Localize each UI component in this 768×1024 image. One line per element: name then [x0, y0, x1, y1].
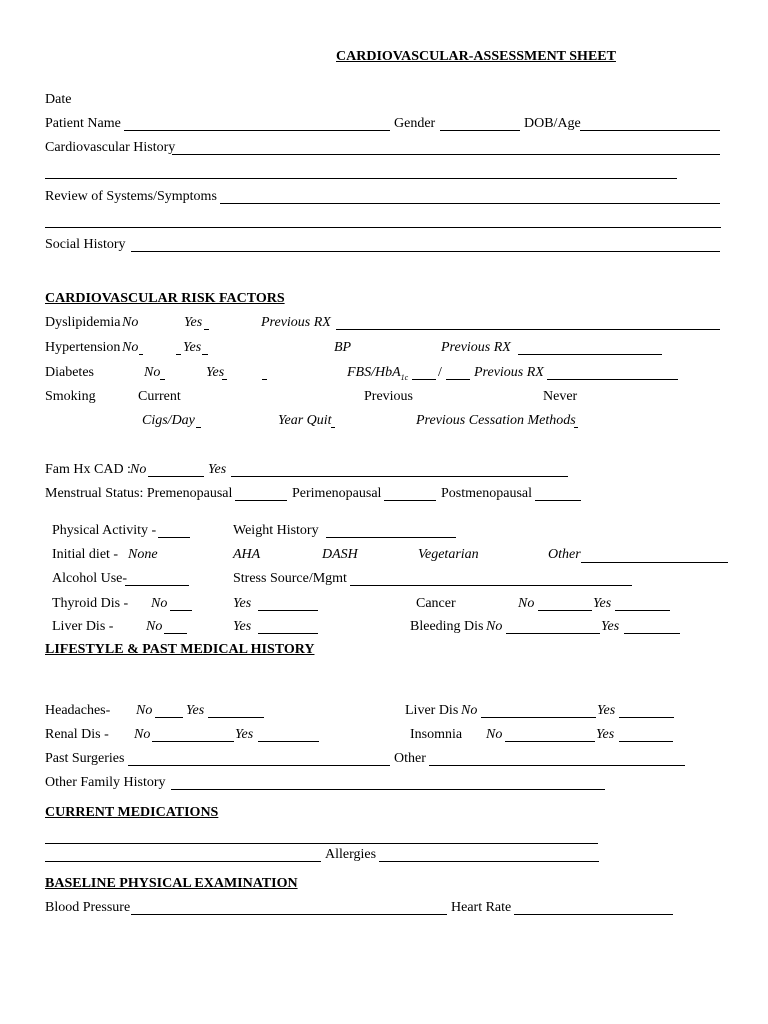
liver-yes[interactable]: Yes [233, 619, 252, 634]
patient-name-label: Patient Name [45, 116, 121, 131]
cv-history-label: Cardiovascular History [45, 140, 176, 155]
cancer-yes[interactable]: Yes [593, 596, 612, 611]
perimeno-label: Perimenopausal [292, 486, 382, 501]
cancer-yes-field[interactable] [615, 610, 670, 611]
other-family-field[interactable] [171, 789, 605, 790]
diabetes-no-blank[interactable] [160, 379, 165, 380]
hypertension-yes[interactable]: Yes [183, 340, 202, 355]
perimeno-field[interactable] [384, 500, 436, 501]
dyslipidemia-prev-rx: Previous RX [261, 315, 331, 330]
medications-field-2[interactable] [45, 861, 321, 862]
smoking-current[interactable]: Current [138, 389, 181, 404]
patient-name-field[interactable] [124, 130, 390, 131]
bleeding-yes[interactable]: Yes [601, 619, 620, 634]
stress-label: Stress Source/Mgmt [233, 571, 347, 586]
cancer-no[interactable]: No [518, 596, 535, 611]
diet-aha[interactable]: AHA [233, 547, 261, 562]
weight-history-field[interactable] [326, 537, 456, 538]
weight-history-label: Weight History [233, 523, 319, 538]
physical-activity-field[interactable] [158, 537, 190, 538]
blood-pressure-field[interactable] [131, 914, 447, 915]
dyslipidemia-prev-rx-field[interactable] [336, 329, 720, 330]
hypertension-prev-rx: Previous RX [441, 340, 511, 355]
famhx-no[interactable]: No [130, 462, 147, 477]
cancer-label: Cancer [416, 596, 456, 611]
cv-history-field[interactable] [172, 154, 720, 155]
year-quit-field[interactable] [331, 427, 335, 428]
dyslipidemia-yes[interactable]: Yes [184, 315, 203, 330]
premeno-field[interactable] [235, 500, 287, 501]
heart-rate-label: Heart Rate [451, 900, 512, 915]
dyslipidemia-yes-blank[interactable] [204, 329, 209, 330]
heart-rate-field[interactable] [514, 914, 673, 915]
gender-label: Gender [394, 116, 436, 131]
ros-field[interactable] [220, 203, 720, 204]
stress-field[interactable] [350, 585, 632, 586]
dob-age-field[interactable] [580, 130, 720, 131]
date-label: Date [45, 92, 72, 107]
ros-field-2[interactable] [45, 227, 721, 228]
headaches-yes-field[interactable] [208, 717, 264, 718]
bleeding-yes-field[interactable] [624, 633, 680, 634]
famhx-label: Fam Hx CAD : [45, 462, 131, 477]
gender-field[interactable] [440, 130, 520, 131]
thyroid-no-field[interactable] [170, 610, 192, 611]
ros-label: Review of Systems/Symptoms [45, 189, 217, 204]
postmeno-field[interactable] [535, 500, 581, 501]
liver-label: Liver Dis - [52, 619, 114, 634]
headaches-yes[interactable]: Yes [186, 703, 205, 718]
dob-age-label: DOB/Age [524, 116, 581, 131]
pmh-liver-yes[interactable]: Yes [597, 703, 616, 718]
past-surgeries-field[interactable] [128, 765, 390, 766]
other-family-label: Other Family History [45, 775, 166, 790]
medications-field-1[interactable] [45, 843, 598, 844]
physical-activity-label: Physical Activity - [52, 523, 157, 538]
diabetes-fbs-slash: / [438, 365, 442, 380]
alcohol-field[interactable] [125, 585, 189, 586]
pmh-liver-yes-field[interactable] [619, 717, 674, 718]
allergies-label: Allergies [325, 847, 377, 862]
cigs-day-field[interactable] [196, 427, 201, 428]
smoking-label: Smoking [45, 389, 96, 404]
insomnia-no-field[interactable] [505, 741, 595, 742]
cv-history-field-2[interactable] [45, 178, 677, 179]
diabetes-prev-rx-field[interactable] [547, 379, 678, 380]
hypertension-no-blank[interactable] [139, 354, 143, 355]
famhx-no-field[interactable] [148, 476, 204, 477]
diabetes-extra-blank[interactable] [262, 379, 267, 380]
year-quit-label: Year Quit [278, 413, 332, 428]
diet-none[interactable]: None [128, 547, 158, 562]
hypertension-pre-yes-blank[interactable] [176, 354, 181, 355]
exam-heading: BASELINE PHYSICAL EXAMINATION [45, 876, 298, 891]
hypertension-bp: BP [334, 340, 352, 355]
hypertension-label: Hypertension [45, 340, 121, 355]
renal-no-field[interactable] [152, 741, 234, 742]
social-history-field[interactable] [131, 251, 720, 252]
diet-other[interactable]: Other [548, 547, 581, 562]
thyroid-label: Thyroid Dis - [52, 596, 129, 611]
hypertension-no[interactable]: No [122, 340, 139, 355]
liver-yes-field[interactable] [258, 633, 318, 634]
past-surgeries-label: Past Surgeries [45, 751, 125, 766]
prev-cessation-label: Previous Cessation Methods [416, 413, 576, 428]
medications-heading: CURRENT MEDICATIONS [45, 805, 219, 820]
diabetes-label: Diabetes [45, 365, 94, 380]
diabetes-no[interactable]: No [144, 365, 161, 380]
bleeding-no[interactable]: No [486, 619, 503, 634]
liver-no-field[interactable] [164, 633, 187, 634]
alcohol-label: Alcohol Use- [52, 571, 128, 586]
pmh-other-label: Other [394, 751, 426, 766]
smoking-never[interactable]: Never [543, 389, 578, 404]
headaches-no[interactable]: No [136, 703, 153, 718]
famhx-yes[interactable]: Yes [208, 462, 227, 477]
blood-pressure-label: Blood Pressure [45, 900, 131, 915]
pmh-liver-no-field[interactable] [481, 717, 596, 718]
diabetes-hba1c-field[interactable] [446, 379, 470, 380]
liver-no[interactable]: No [146, 619, 163, 634]
insomnia-no[interactable]: No [486, 727, 503, 742]
thyroid-yes-field[interactable] [258, 610, 318, 611]
dyslipidemia-no[interactable]: No [122, 315, 139, 330]
lifestyle-heading: LIFESTYLE & PAST MEDICAL HISTORY [45, 642, 315, 657]
insomnia-yes-field[interactable] [619, 741, 673, 742]
renal-no[interactable]: No [134, 727, 151, 742]
insomnia-yes[interactable]: Yes [596, 727, 615, 742]
initial-diet-label: Initial diet - [52, 547, 119, 562]
diabetes-yes-blank[interactable] [222, 379, 227, 380]
risk-factors-heading: CARDIOVASCULAR RISK FACTORS [45, 291, 285, 306]
prev-cessation-field[interactable] [574, 427, 578, 428]
diabetes-yes[interactable]: Yes [206, 365, 225, 380]
cigs-day-label: Cigs/Day [142, 413, 195, 428]
menstrual-label: Menstrual Status: Premenopausal [45, 486, 233, 501]
postmeno-label: Postmenopausal [441, 486, 532, 501]
thyroid-no[interactable]: No [151, 596, 168, 611]
pmh-other-field[interactable] [429, 765, 685, 766]
diet-vegetarian[interactable]: Vegetarian [418, 547, 479, 562]
hypertension-yes-blank[interactable] [202, 354, 208, 355]
famhx-yes-field[interactable] [231, 476, 568, 477]
renal-yes-field[interactable] [258, 741, 319, 742]
diabetes-fbs-field[interactable] [412, 379, 436, 380]
allergies-field[interactable] [379, 861, 599, 862]
diabetes-fbs: FBS/HbA$_{1c}$ [347, 365, 409, 382]
headaches-label: Headaches- [45, 703, 111, 718]
hypertension-prev-rx-field[interactable] [518, 354, 662, 355]
bleeding-label: Bleeding Dis [410, 619, 484, 634]
insomnia-label: Insomnia [410, 727, 463, 742]
bleeding-no-field[interactable] [506, 633, 600, 634]
headaches-no-field[interactable] [155, 717, 183, 718]
pmh-liver-label: Liver Dis [405, 703, 459, 718]
thyroid-yes[interactable]: Yes [233, 596, 252, 611]
diet-other-field[interactable] [581, 562, 728, 563]
renal-yes[interactable]: Yes [235, 727, 254, 742]
cancer-no-field[interactable] [538, 610, 592, 611]
renal-label: Renal Dis - [45, 727, 109, 742]
smoking-previous[interactable]: Previous [364, 389, 413, 404]
diet-dash[interactable]: DASH [322, 547, 358, 562]
dyslipidemia-label: Dyslipidemia [45, 315, 121, 330]
pmh-liver-no[interactable]: No [461, 703, 478, 718]
page-title: CARDIOVASCULAR-ASSESSMENT SHEET [336, 49, 616, 64]
social-history-label: Social History [45, 237, 126, 252]
diabetes-prev-rx: Previous RX [474, 365, 544, 380]
